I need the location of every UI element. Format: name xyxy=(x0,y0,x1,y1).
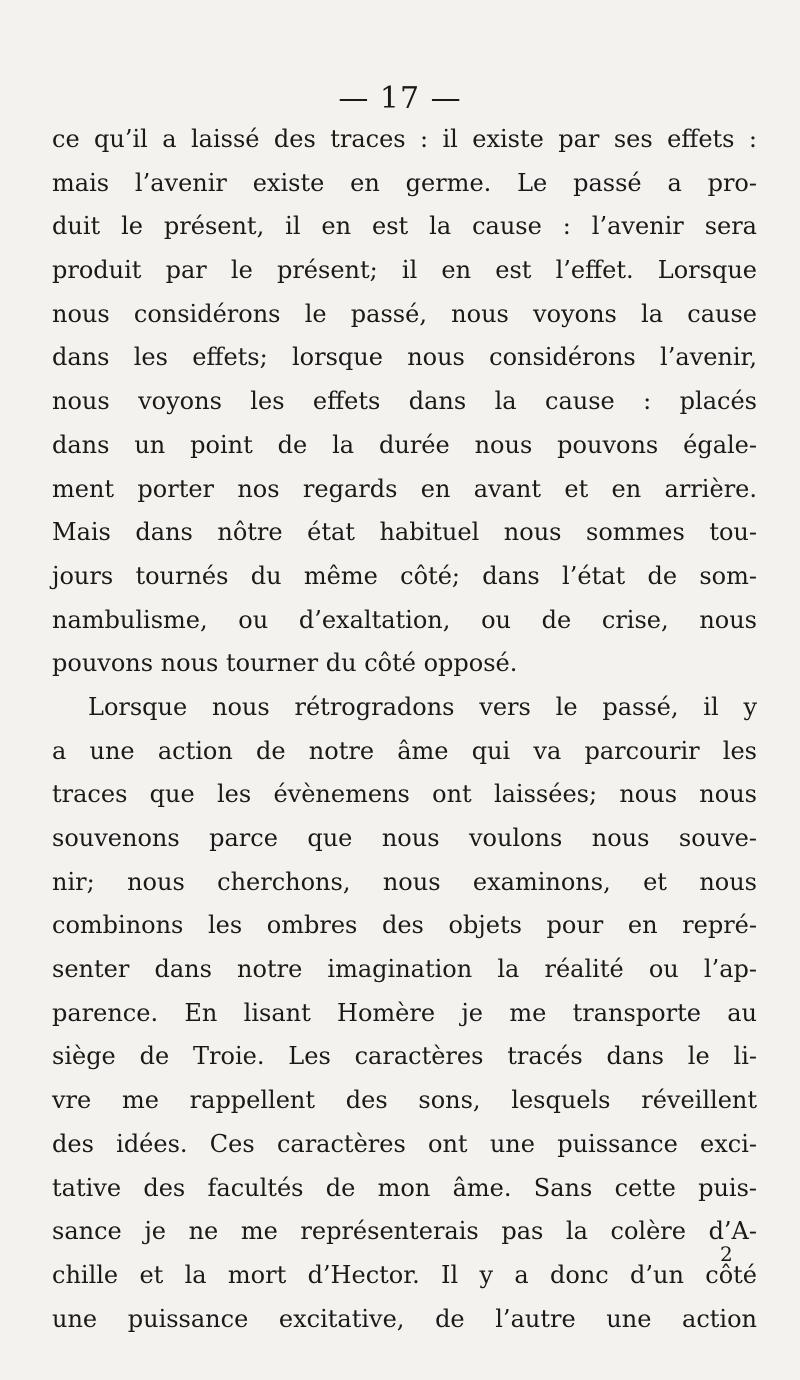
text-line: a une action de notre âme qui va parcourir les xyxy=(52,736,757,765)
text-line: ment porter nos regards en avant et en arrière. xyxy=(52,474,757,503)
text-line: traces que les évènemens ont laissées; nous nous xyxy=(52,780,757,809)
text-line: duit le présent, il en est la cause : l’avenir sera xyxy=(52,212,757,241)
text-line: parence. En lisant Homère je me transporte au xyxy=(52,998,757,1027)
signature-mark: 2 xyxy=(720,1242,733,1266)
text-line: combinons les ombres des objets pour en repré- xyxy=(52,911,757,940)
text-line: chille et la mort d’Hector. Il y a donc d’un côté xyxy=(52,1260,757,1289)
page-body-text xyxy=(52,118,757,1341)
text-line: jours tournés du même côté; dans l’état de som- xyxy=(52,561,757,590)
text-line: des idées. Ces caractères ont une puissance exci- xyxy=(52,1129,757,1158)
text-line: une puissance excitative, de l’autre une action xyxy=(52,1304,757,1333)
text-line: produit par le présent; il en est l’effet. Lorsque xyxy=(52,256,757,285)
text-line: nir; nous cherchons, nous examinons, et nous xyxy=(52,867,757,896)
text-line: senter dans notre imagination la réalité ou l’ap- xyxy=(52,955,757,984)
text-line: sance je ne me représenterais pas la colère d’A- xyxy=(52,1217,757,1246)
text-line: ce qu’il a laissé des traces : il existe par ses effets : xyxy=(52,125,757,153)
text-line: souvenons parce que nous voulons nous souve- xyxy=(52,824,757,852)
text-line: nous considérons le passé, nous voyons la cause xyxy=(52,299,757,328)
text-line: dans un point de la durée nous pouvons égale- xyxy=(52,430,757,459)
text-line: siège de Troie. Les caractères tracés dans le li- xyxy=(52,1042,757,1071)
text-line: mais l’avenir existe en germe. Le passé a pro- xyxy=(52,168,757,197)
text-line: dans les effets; lorsque nous considérons l’avenir, xyxy=(52,343,757,372)
paragraph-end-line: pouvons nous tourner du côté opposé. xyxy=(52,649,518,678)
text-line: nambulisme, ou d’exaltation, ou de crise, nous xyxy=(52,605,757,634)
paragraph-start-line: Lorsque nous rétrogradons vers le passé, il y xyxy=(88,692,757,721)
page-number-header: — 17 — xyxy=(338,81,462,116)
text-line: Mais dans nôtre état habituel nous sommes tou- xyxy=(52,518,757,547)
text-line: tative des facultés de mon âme. Sans cette puis- xyxy=(52,1173,757,1202)
text-line: nous voyons les effets dans la cause : placés xyxy=(52,387,757,416)
text-line: vre me rappellent des sons, lesquels réveillent xyxy=(52,1086,757,1115)
